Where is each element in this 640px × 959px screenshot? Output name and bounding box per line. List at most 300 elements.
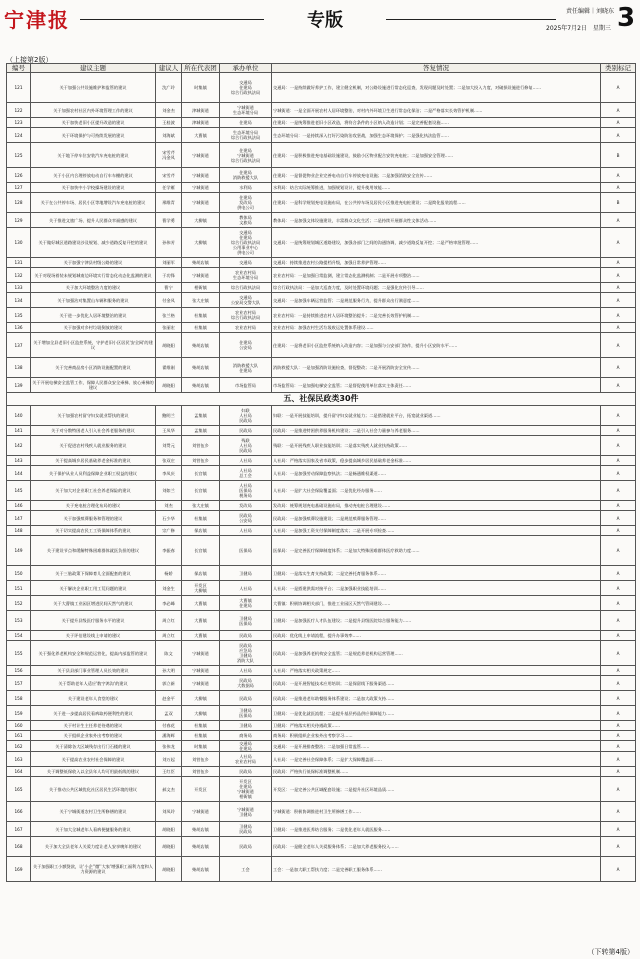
cell-topic: 关于促进农村残疾人就业服务的建议 xyxy=(31,436,156,456)
cell-topic: 关于加大环境整治力度的建议 xyxy=(31,283,156,293)
cell-delegation: 相衙镇 xyxy=(182,283,220,293)
cell-person: 李必峰 xyxy=(156,596,182,611)
cell-no: 140 xyxy=(7,406,31,426)
cell-category: A xyxy=(601,731,636,741)
cell-person: 胡晓阳 xyxy=(156,822,182,837)
cell-category: A xyxy=(601,511,636,526)
cell-category: A xyxy=(601,128,636,143)
table-row xyxy=(7,501,636,511)
cell-unit: 商务局 xyxy=(220,731,272,741)
cell-answer: 交通局：持续推进农村公路提档升级，加强日常养护管理…… xyxy=(272,258,601,268)
cell-person: 周立红 xyxy=(156,631,182,641)
cell-category: A xyxy=(601,308,636,323)
cell-delegation: 大曹镇 xyxy=(182,611,220,631)
cell-answer: 卫健局：一是加强医疗人才队伍建设；二是提升县级医院综合服务能力…… xyxy=(272,611,601,631)
cell-no: 147 xyxy=(7,511,31,526)
table-body xyxy=(7,73,636,882)
table-row xyxy=(7,767,636,777)
cell-no: 168 xyxy=(7,837,31,857)
cell-category: A xyxy=(601,168,636,183)
cell-person: 宋雪芹 xyxy=(156,168,182,183)
cell-no: 137 xyxy=(7,333,31,358)
cell-delegation: 时集镇 xyxy=(182,741,220,752)
section-heading-row xyxy=(7,393,636,406)
cell-answer: 工会：一是加大职工帮扶力度；二是完善职工服务体系…… xyxy=(272,857,601,882)
cell-person: 石少华 xyxy=(156,511,182,526)
cell-category: A xyxy=(601,323,636,333)
cell-person: 刘丽军 xyxy=(156,258,182,268)
table-row xyxy=(7,641,636,666)
cell-answer: 住建局：一是积极推进充电基础设施建设，鼓励小区物业配合安装充电桩；二是加强安全管理…… xyxy=(272,143,601,168)
table-row xyxy=(7,481,636,501)
cell-category: A xyxy=(601,283,636,293)
cell-topic: 关于对分散特困老人引入社会养老服务的建议 xyxy=(31,426,156,436)
cell-unit: 人社局 xyxy=(220,526,272,536)
cell-delegation: 宁城街道 xyxy=(182,802,220,822)
cell-unit: 住建局 xyxy=(220,118,272,128)
section-title: 专版 xyxy=(307,10,343,31)
cell-no: 152 xyxy=(7,596,31,611)
cell-unit: 民政局 xyxy=(220,691,272,706)
cell-topic: 关于评估建设线上申请的建议 xyxy=(31,631,156,641)
cell-topic: 关于县县部门事业管理人员长效的建议 xyxy=(31,666,156,676)
cell-no: 150 xyxy=(7,566,31,581)
table-row xyxy=(7,666,636,676)
cell-topic: 关于加快老旧小区提升改造的建议 xyxy=(31,118,156,128)
cell-category: A xyxy=(601,333,636,358)
cell-answer: 医保局：一是完善医疗保障制度体系；二是加大特殊困难群体医疗救助力度…… xyxy=(272,536,601,566)
cell-person: 郝文杰 xyxy=(156,777,182,802)
cell-delegation: 长官镇 xyxy=(182,481,220,501)
cell-answer: 民政局：优化线上申请流程，提升办事效率…… xyxy=(272,631,601,641)
column-header-no: 编号 xyxy=(7,64,31,73)
cell-answer: 民政局：严格执行低保标准调整机制…… xyxy=(272,767,601,777)
cell-category: A xyxy=(601,611,636,631)
cell-person: 沈广玲 xyxy=(156,73,182,103)
cell-person: 张兰格 xyxy=(156,308,182,323)
cell-no: 153 xyxy=(7,611,31,631)
cell-answer: 卫健局：一是落实生育支持政策；二是完善托育服务体系…… xyxy=(272,566,601,581)
cell-category: A xyxy=(601,183,636,193)
page-number: 3 xyxy=(617,3,636,33)
table-row xyxy=(7,526,636,536)
cell-category: A xyxy=(601,822,636,837)
cell-delegation: 时集镇 xyxy=(182,73,220,103)
cell-topic: 关于做好城区道路建设沙及规划、减少道路反复开挖的建议 xyxy=(31,228,156,258)
cell-unit: 人社局 医保局 税务局 xyxy=(220,481,272,501)
cell-person: 邢维青 xyxy=(156,193,182,213)
column-header-delegation: 所在代表团 xyxy=(182,64,220,73)
cell-answer: 人社局：一是完善社会保障体系；二是扩大保障覆盖面…… xyxy=(272,752,601,767)
cell-person: 郭立新 xyxy=(156,676,182,691)
cell-delegation: 津城街道 xyxy=(182,103,220,118)
cell-answer: 水利局：结合实际统筹推进，加强规划设计，提升使用效能…… xyxy=(272,183,601,193)
table-row xyxy=(7,596,636,611)
cell-answer: 交通局：一是加强车辆运营监管；二是规范服务行为，提升群众出行满意度…… xyxy=(272,293,601,308)
cell-person: 胡晓阳 xyxy=(156,378,182,393)
cell-unit: 人社局 xyxy=(220,666,272,676)
cell-no: 156 xyxy=(7,666,31,676)
cell-topic: 关于加强对乡村垃圾倒放的建议 xyxy=(31,323,156,333)
cell-topic: 关于开展电梯安全监管工作，保障人民群众安全乘梯、放心乘梯的建议 xyxy=(31,378,156,393)
cell-no: 169 xyxy=(7,857,31,882)
cell-topic: 关于加大全城老年人看病便捷服务的建议 xyxy=(31,822,156,837)
cell-delegation: 宁城街道 xyxy=(182,183,220,193)
cell-unit: 民政局 xyxy=(220,837,272,857)
cell-category: A xyxy=(601,526,636,536)
cell-answer: 妇联：一是开展技能培训，提升留守妇女就业能力；二是搭建就业平台，拓宽就业渠道…… xyxy=(272,406,601,426)
cell-topic: 关于充电桩合理化布局的建议 xyxy=(31,501,156,511)
table-row xyxy=(7,128,636,143)
cell-answer: 卫健局：严格落实相关待遇政策…… xyxy=(272,721,601,731)
cell-unit: 民政局 xyxy=(220,767,272,777)
cell-answer: 宁城街道：积极协调推进村卫生所修缮工作…… xyxy=(272,802,601,822)
cell-topic: 关于组织企业家外出考察的建议 xyxy=(31,731,156,741)
cell-answer: 交通局：一是持续做好养护工作，建立健全机制，对公路设施进行常态化巡查，发现问题及时处置；二是加大投入力度，对破损设施进行修复…… xyxy=(272,73,601,103)
cell-delegation: 大柳镇 xyxy=(182,228,220,258)
table-row xyxy=(7,611,636,631)
cell-delegation: 杜集镇 xyxy=(182,721,220,731)
cell-person: 王桂波 xyxy=(156,118,182,128)
cell-no: 132 xyxy=(7,268,31,283)
cell-category: A xyxy=(601,118,636,128)
cell-delegation: 刘营伍乡 xyxy=(182,767,220,777)
cell-no: 163 xyxy=(7,752,31,767)
cell-no: 139 xyxy=(7,378,31,393)
column-header-category: 类别标记 xyxy=(601,64,636,73)
cell-no: 131 xyxy=(7,258,31,268)
cell-unit: 妇联 人社局 民政局 xyxy=(220,406,272,426)
table-row xyxy=(7,802,636,822)
page-header xyxy=(0,0,640,46)
cell-person: 刘凤玲 xyxy=(156,802,182,822)
cell-delegation: 柴胡店镇 xyxy=(182,333,220,358)
column-header-topic: 建议主题 xyxy=(31,64,156,73)
cell-category: A xyxy=(601,258,636,268)
cell-delegation: 开发区 xyxy=(182,777,220,802)
table-row xyxy=(7,103,636,118)
table-row xyxy=(7,691,636,706)
newspaper-masthead: 宁津报 xyxy=(4,8,70,32)
continued-to-note: （下转第4版） xyxy=(587,948,634,956)
cell-delegation: 柴胡店镇 xyxy=(182,258,220,268)
cell-answer: 消防救援大队：一是加强消防设施检查，督促整改；二是开展消防安全宣传…… xyxy=(272,358,601,378)
cell-delegation: 刘营伍乡 xyxy=(182,436,220,456)
cell-delegation: 大柳镇 xyxy=(182,213,220,228)
cell-unit: 综合行政执法局 xyxy=(220,283,272,293)
cell-unit: 生态环境分局 综合行政执法局 xyxy=(220,128,272,143)
cell-delegation: 大曹镇 xyxy=(182,128,220,143)
cell-topic: 关于提高城乡居民基础养老金标准的建议 xyxy=(31,456,156,466)
cell-category: A xyxy=(601,631,636,641)
editor-credit: 责任编辑｜刘晓东 xyxy=(566,8,615,15)
cell-no: 123 xyxy=(7,118,31,128)
cell-category: A xyxy=(601,406,636,426)
table-row xyxy=(7,822,636,837)
cell-no: 157 xyxy=(7,676,31,691)
cell-topic: 关于加强治对集置山车辆和服务的建议 xyxy=(31,293,156,308)
cell-category: A xyxy=(601,666,636,676)
cell-unit: 农业农村局 综合行政执法局 xyxy=(220,308,272,323)
cell-unit: 住建局 消防救援大队 xyxy=(220,168,272,183)
cell-answer: 农业农村局：一是加强日常监测，建立常态化监测机制；二是开展专项整治…… xyxy=(272,268,601,283)
cell-delegation: 保店镇 xyxy=(182,526,220,536)
cell-topic: 关于推进文旅广场、提升人民群众幸福感的建议 xyxy=(31,213,156,228)
cell-unit: 宁城街道 卫健局 xyxy=(220,802,272,822)
cell-unit: 水利局 xyxy=(220,183,272,193)
cell-person: 孙大明 xyxy=(156,666,182,676)
cell-person: 李凤庆 xyxy=(156,466,182,481)
cell-answer: 开发区：一是完善公共区域配套设施；二是提升社区环境品质…… xyxy=(272,777,601,802)
cell-person: 鲍明兰 xyxy=(156,406,182,426)
cell-topic: 关于地下停车位安装汽车充电桩的建议 xyxy=(31,143,156,168)
cell-topic: 关于建设节点和缓解特殊困难群体就医负担的建议 xyxy=(31,536,156,566)
cell-answer: 发改局：统筹规划充电基础设施布局，推动充电桩合理建设…… xyxy=(272,501,601,511)
table-row xyxy=(7,168,636,183)
cell-category: A xyxy=(601,536,636,566)
cell-answer: 民政局：一是加强养老机构安全监管；二是规范养老机构运营管理…… xyxy=(272,641,601,666)
cell-answer: 民政局：一是健全老年人关爱服务体系；二是加大养老服务投入…… xyxy=(272,837,601,857)
table-row xyxy=(7,308,636,323)
cell-delegation: 杜集镇 xyxy=(182,323,220,333)
continued-from-note: （上接第2版） xyxy=(6,56,53,64)
table-row xyxy=(7,857,636,882)
cell-category: A xyxy=(601,802,636,822)
cell-unit: 开发区 住建局 宁城街道 相衙镇 xyxy=(220,777,272,802)
cell-no: 149 xyxy=(7,536,31,566)
cell-person: 刘金生 xyxy=(156,581,182,596)
cell-topic: 关于增加全县老旧小区监控系统，守护老旧小区居民'安全网'的建议 xyxy=(31,333,156,358)
cell-no: 161 xyxy=(7,731,31,741)
cell-delegation: 杜集镇 xyxy=(182,511,220,526)
cell-category: A xyxy=(601,378,636,393)
cell-delegation: 津城街道 xyxy=(182,118,220,128)
cell-unit: 医保局 xyxy=(220,536,272,566)
cell-person: 于功锋 xyxy=(156,268,182,283)
cell-person: 任学雁 xyxy=(156,183,182,193)
cell-person: 胡晓阳 xyxy=(156,837,182,857)
cell-category: A xyxy=(601,767,636,777)
table-row xyxy=(7,536,636,566)
cell-no: 135 xyxy=(7,308,31,323)
cell-no: 151 xyxy=(7,581,31,596)
table-row xyxy=(7,731,636,741)
cell-unit: 农业农村局 xyxy=(220,323,272,333)
table-row xyxy=(7,143,636,168)
cell-answer: 卫健局：一是推进医养结合服务；二是优化老年人就医服务…… xyxy=(272,822,601,837)
table-row xyxy=(7,631,636,641)
cell-topic: 关于对现场着装未规划城南边环境实行常态化动态化监测的建议 xyxy=(31,268,156,283)
cell-person: 胡晓阳 xyxy=(156,333,182,358)
cell-delegation: 大曹镇 xyxy=(182,596,220,611)
cell-category: A xyxy=(601,501,636,511)
cell-answer: 市场监管局：一是加强电梯安全监管；二是督促使用单位落实主体责任…… xyxy=(272,378,601,393)
cell-no: 122 xyxy=(7,103,31,118)
cell-no: 133 xyxy=(7,283,31,293)
cell-delegation: 宁城街道 xyxy=(182,268,220,283)
cell-answer: 住建局：一是科学规划充电设施布局，在公共停车场及居民小区推进充电桩建设；二是简化报装流程…… xyxy=(272,193,601,213)
cell-delegation: 刘营伍乡 xyxy=(182,752,220,767)
cell-unit: 交通局 xyxy=(220,258,272,268)
cell-no: 127 xyxy=(7,183,31,193)
cell-topic: 关于完善商品房小区消防设施配置的建议 xyxy=(31,358,156,378)
cell-person: 孟双 xyxy=(156,706,182,721)
cell-delegation: 张大庄镇 xyxy=(182,501,220,511)
cell-unit: 住建局 公安局 xyxy=(220,333,272,358)
table-row xyxy=(7,777,636,802)
cell-person: 刘金杰 xyxy=(156,103,182,118)
table-row xyxy=(7,466,636,481)
table-row xyxy=(7,118,636,128)
cell-topic: 关于保护从业人员利益保障企业职工权益的建议 xyxy=(31,466,156,481)
cell-answer: 人社局：一是扩大社会保险覆盖面；二是优化经办服务…… xyxy=(272,481,601,501)
table-row xyxy=(7,456,636,466)
cell-answer: 农业农村局：一是持续推进农村人居环境整治提升；二是完善长效管护机制…… xyxy=(272,308,601,323)
table-row xyxy=(7,511,636,526)
cell-person: 李振春 xyxy=(156,536,182,566)
cell-person: 赵金平 xyxy=(156,691,182,706)
cell-unit: 人社局 农业农村局 xyxy=(220,752,272,767)
cell-topic: 关于提高农业农村社会保障的建议 xyxy=(31,752,156,767)
cell-delegation: 宁城街道 xyxy=(182,168,220,183)
cell-person: 王凤华 xyxy=(156,426,182,436)
cell-no: 134 xyxy=(7,293,31,308)
cell-answer: 住建局：一是统筹推进老旧小区改造，将符合条件的小区纳入改造计划；二是完善配套设施…… xyxy=(272,118,601,128)
cell-delegation: 大曹镇 xyxy=(182,631,220,641)
table-row xyxy=(7,193,636,213)
table-row xyxy=(7,213,636,228)
section-heading: 五、社保民政类30件 xyxy=(7,393,636,406)
cell-person: 孙伟芳 xyxy=(156,228,182,258)
table-row xyxy=(7,676,636,691)
cell-no: 129 xyxy=(7,213,31,228)
cell-answer: 民政局：一是推进老年助餐服务体系建设；二是加大政策支持…… xyxy=(272,691,601,706)
cell-no: 166 xyxy=(7,802,31,822)
cell-unit: 卫健局 医保局 xyxy=(220,706,272,721)
cell-unit: 卫健局 医保局 xyxy=(220,611,272,631)
cell-unit: 大曹镇 住建局 xyxy=(220,596,272,611)
cell-delegation: 柴胡店镇 xyxy=(182,358,220,378)
cell-person: 张伟龙 xyxy=(156,741,182,752)
table-row xyxy=(7,333,636,358)
table-row xyxy=(7,581,636,596)
cell-delegation: 柴胡店镇 xyxy=(182,378,220,393)
cell-unit: 交通局 住建局 xyxy=(220,741,272,752)
cell-delegation: 柴胡店镇 xyxy=(182,837,220,857)
cell-delegation: 大柳镇 xyxy=(182,691,220,706)
cell-delegation: 宁城街道 xyxy=(182,143,220,168)
cell-person: 曹学勇 xyxy=(156,213,182,228)
cell-category: A xyxy=(601,706,636,721)
cell-person: 刘如兰 xyxy=(156,481,182,501)
cell-delegation: 杜集镇 xyxy=(182,731,220,741)
cell-category: A xyxy=(601,456,636,466)
cell-unit: 民政局 xyxy=(220,426,272,436)
cell-person: 曹宁 xyxy=(156,283,182,293)
cell-topic: 关于村计生主任养老待遇的建议 xyxy=(31,721,156,731)
column-header-person: 建议人 xyxy=(156,64,182,73)
cell-unit: 民政局 xyxy=(220,631,272,641)
cell-no: 154 xyxy=(7,631,31,641)
cell-no: 124 xyxy=(7,128,31,143)
cell-answer: 民政局：一是加强殡葬设施建设；二是规范殡葬服务管理…… xyxy=(272,511,601,526)
cell-unit: 人社局 xyxy=(220,456,272,466)
cell-answer: 住建局：一是督促物业企业完善电动自行车停放充电设施；二是加强消防安全宣传…… xyxy=(272,168,601,183)
cell-unit: 民政局 大数据局 xyxy=(220,676,272,691)
cell-answer: 商务局：积极组织企业家外出考察学习…… xyxy=(272,731,601,741)
cell-topic: 关于切实提高农民工工资保障体系的建议 xyxy=(31,526,156,536)
cell-no: 141 xyxy=(7,426,31,436)
cell-topic: 关于帮助老年人适应'数字鸿沟'的建议 xyxy=(31,676,156,691)
cell-topic: 关于小区内合理停放电动自行车车棚的建议 xyxy=(31,168,156,183)
cell-unit: 农业农村局 生态环境分局 xyxy=(220,268,272,283)
cell-no: 130 xyxy=(7,228,31,258)
table-row xyxy=(7,436,636,456)
table-row xyxy=(7,721,636,731)
issue-date: 2025年7月2日 星期三 xyxy=(546,25,611,32)
cell-person: 胡晓阳 xyxy=(156,857,182,882)
cell-unit: 人社局 总工会 xyxy=(220,466,272,481)
cell-delegation: 柴胡店镇 xyxy=(182,822,220,837)
cell-answer: 人社局：一是加强劳动保障监察执法；二是畅通维权渠道…… xyxy=(272,466,601,481)
cell-answer: 大曹镇：积极协调相关部门，推进工业园区天然气管网建设…… xyxy=(272,596,601,611)
cell-no: 146 xyxy=(7,501,31,511)
cell-answer: 交通局：一是统筹规划城区道路建设，加强各部门之间的沟通协调，减少道路反复开挖；二是严格审批管理…… xyxy=(272,228,601,258)
cell-answer: 宁城街道：一是全面开展农村人居环境整治，对村内外环境卫生进行常态化保洁；二是严格落实长效管护机制…… xyxy=(272,103,601,118)
cell-topic: 关于进一步优化人居环境整治的建议 xyxy=(31,308,156,323)
cell-person: 张双庄 xyxy=(156,456,182,466)
cell-person: 刘万起 xyxy=(156,752,182,767)
cell-no: 136 xyxy=(7,323,31,333)
cell-person: 王红臣 xyxy=(156,767,182,777)
cell-delegation: 保店镇 xyxy=(182,566,220,581)
table-row xyxy=(7,426,636,436)
table-row xyxy=(7,73,636,103)
cell-category: A xyxy=(601,358,636,378)
cell-person: 翟维刚 xyxy=(156,358,182,378)
table-header-row xyxy=(7,64,636,73)
cell-no: 155 xyxy=(7,641,31,666)
cell-person: 刘杰 xyxy=(156,501,182,511)
cell-no: 126 xyxy=(7,168,31,183)
cell-topic: 关于加大全县老年人关爱力度让老人安享晚年的建议 xyxy=(31,837,156,857)
cell-topic: 关于建设老年人食堂的建议 xyxy=(31,691,156,706)
cell-person: 付金凤 xyxy=(156,293,182,308)
column-header-answer: 答复情况 xyxy=(272,64,601,73)
cell-category: A xyxy=(601,641,636,666)
cell-person: 付春花 xyxy=(156,721,182,731)
cell-category: A xyxy=(601,426,636,436)
column-header-unit: 承办单位 xyxy=(220,64,272,73)
cell-unit: 市场监管局 xyxy=(220,378,272,393)
cell-delegation: 柴胡店镇 xyxy=(182,857,220,882)
cell-category: A xyxy=(601,857,636,882)
cell-unit: 工会 xyxy=(220,857,272,882)
cell-no: 159 xyxy=(7,706,31,721)
cell-no: 138 xyxy=(7,358,31,378)
cell-topic: 关于宁城街道农村卫生所修缮的建议 xyxy=(31,802,156,822)
table-row xyxy=(7,183,636,193)
cell-category: A xyxy=(601,213,636,228)
cell-person: 周立红 xyxy=(156,611,182,631)
table-row xyxy=(7,283,636,293)
cell-unit: 人社局 xyxy=(220,581,272,596)
cell-no: 145 xyxy=(7,481,31,501)
cell-answer: 民政局：一是推进特困供养服务机构建设；二是引入社会力量参与养老服务…… xyxy=(272,426,601,436)
table-row xyxy=(7,706,636,721)
cell-topic: 关于调整低保收入以全县年人均可用最低线的建议 xyxy=(31,767,156,777)
cell-topic: 关于加强殡葬服务和管理的建议 xyxy=(31,511,156,526)
